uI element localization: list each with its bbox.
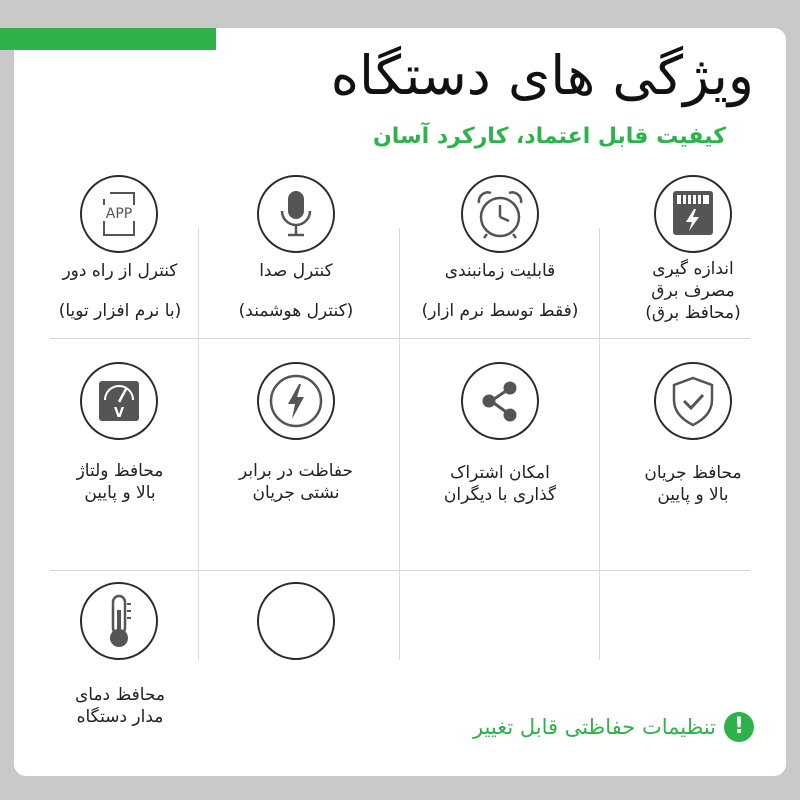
- feature-label-power-meter: اندازه گیری مصرف برق (محافظ برق): [645, 259, 741, 323]
- alarm-clock-icon: [461, 175, 539, 253]
- feature-label-remote-control: کنترل از راه دور (با نرم افزار تویا): [58, 261, 182, 321]
- thermometer-icon: [80, 582, 158, 660]
- grid-line-h2: [50, 570, 750, 571]
- feature-label-voltage-protection: محافظ ولتاژ بالا و پایین: [76, 461, 164, 503]
- share-icon: [461, 362, 539, 440]
- page-subtitle: کیفیت قابل اعتماد، کارکرد آسان: [373, 124, 726, 149]
- feature-label-timer: قابلیت زمانبندی (فقط توسط نرم ازار): [421, 261, 579, 321]
- footer-note: [473, 712, 754, 742]
- feature-label-temperature-protection: محافظ دمای مدار دستگاه: [74, 685, 166, 727]
- lightning-icon: [257, 362, 335, 440]
- microphone-icon: [257, 175, 335, 253]
- app-icon-text: APP: [105, 206, 133, 222]
- voltmeter-icon-text: V: [113, 406, 125, 421]
- exclamation-icon: !: [724, 712, 754, 742]
- shield-check-icon: [654, 362, 732, 440]
- voltmeter-icon: [80, 362, 158, 440]
- meter-icon: [654, 175, 732, 253]
- page-title: ویژگی های دستگاه: [330, 44, 754, 107]
- feature-label-leakage-protection: حفاظت در برابر نشتی جریان: [238, 461, 354, 503]
- feature-label-current-protection: محافظ جریان بالا و پایین: [644, 463, 742, 505]
- feature-label-sharing: امکان اشتراک گذاری با دیگران: [443, 463, 557, 505]
- footer-text: تنظیمات حفاظتی قابل تغییر: [472, 715, 716, 739]
- grid-line-h1: [50, 338, 750, 339]
- accent-bar: [0, 28, 216, 50]
- empty-circle-icon: [257, 582, 335, 660]
- app-icon: [80, 175, 158, 253]
- feature-label-voice-control: کنترل صدا (کنترل هوشمند): [238, 261, 354, 321]
